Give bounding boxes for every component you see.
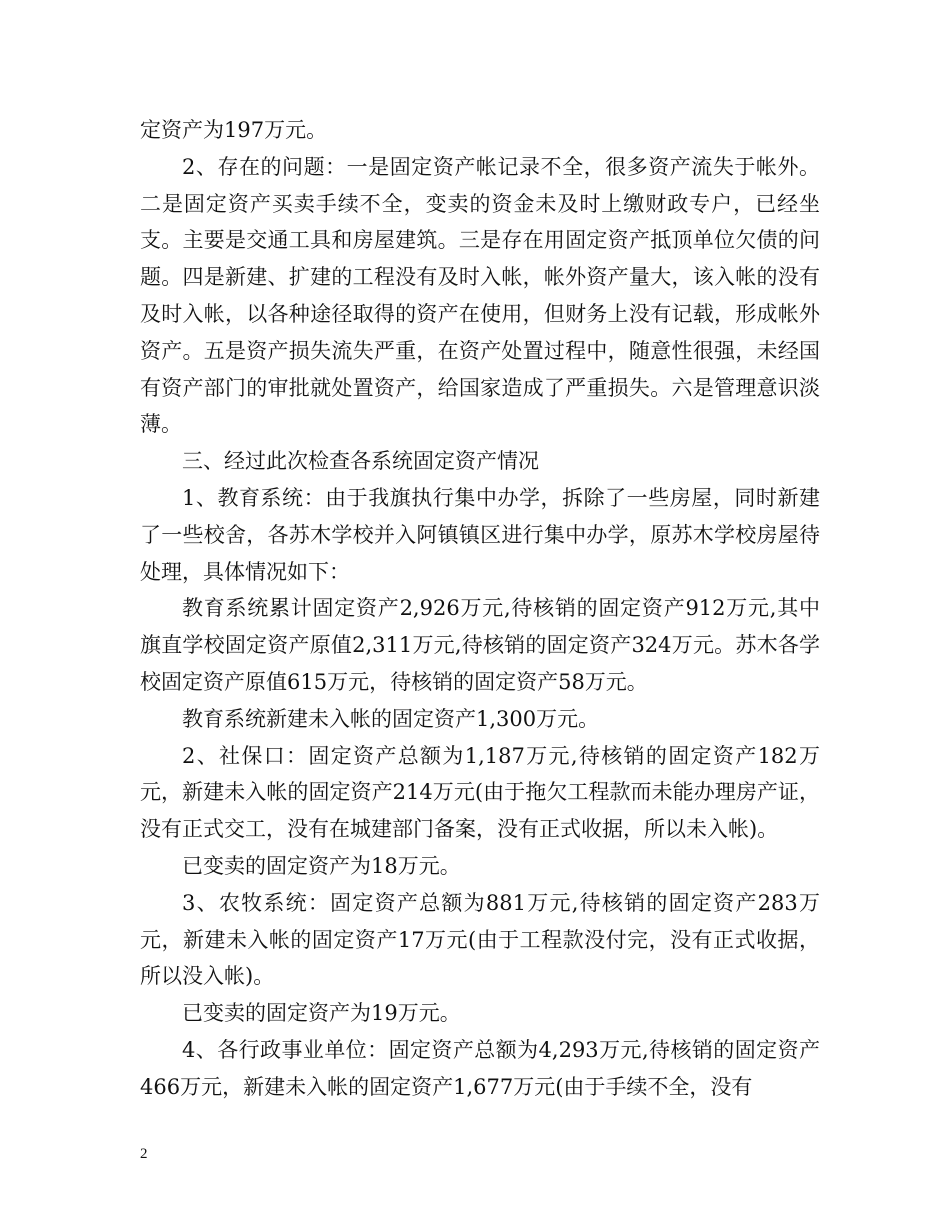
paragraph: 2、社保口：固定资产总额为1,187万元,待核销的固定资产182万元，新建未入帐的固定资产214万元(由于拖欠工程款而未能办理房产证，没有正式交工，没有在城建部门备案，没有正式收据，所以未入帐)。	[140, 743, 820, 842]
paragraph: 教育系统新建未入帐的固定资产1,300万元。	[182, 706, 600, 731]
page-number: 2	[140, 1146, 148, 1162]
paragraph: 1、教育系统：由于我旗执行集中办学，拆除了一些房屋，同时新建了一些校舍，各苏木学校并入阿镇镇区进行集中办学，原苏木学校房屋待处理，具体情况如下：	[140, 485, 820, 584]
paragraph: 3、农牧系统：固定资产总额为881万元,待核销的固定资产283万元，新建未入帐的固定资产17万元(由于工程款没付完，没有正式收据，所以没入帐)。	[140, 890, 820, 989]
paragraph: 已变卖的固定资产为19万元。	[182, 1001, 461, 1026]
paragraph: 教育系统累计固定资产2,926万元,待核销的固定资产912万元,其中旗直学校固定资产原值2,311万元,待核销的固定资产324万元。苏木各学校固定资产原值615万元，待核销的固定资产58万元。	[140, 596, 820, 694]
paragraph: 4、各行政事业单位：固定资产总额为4,293万元,待核销的固定资产466万元，新建未入帐的固定资产1,677万元(由于手续不全，没有	[140, 1037, 820, 1099]
paragraph: 定资产为197万元。	[140, 118, 328, 142]
paragraph: 已变卖的固定资产为18万元。	[182, 853, 461, 878]
section-heading: 三、经过此次检查各系统固定资产情况	[182, 449, 539, 474]
paragraph: 2、存在的问题：一是固定资产帐记录不全，很多资产流失于帐外。二是固定资产买卖手续不全，变卖的资金未及时上缴财政专户，已经坐支。主要是交通工具和房屋建筑。三是存在用固定资产抵顶单位欠债的问题。四是新建、扩建的工程没有及时入帐，帐外资产量大，该入帐的没有及时入帐，以各种途径取得的资产在使用，但财务上没有记载，形成帐外资产。五是资产损失流失严重，在资产处置过程中，随意性很强，未经国有资产部门的审批就处置资产，给国家造成了严重损失。六是管理意识淡薄。	[140, 154, 820, 437]
document-body	[140, 112, 820, 1106]
